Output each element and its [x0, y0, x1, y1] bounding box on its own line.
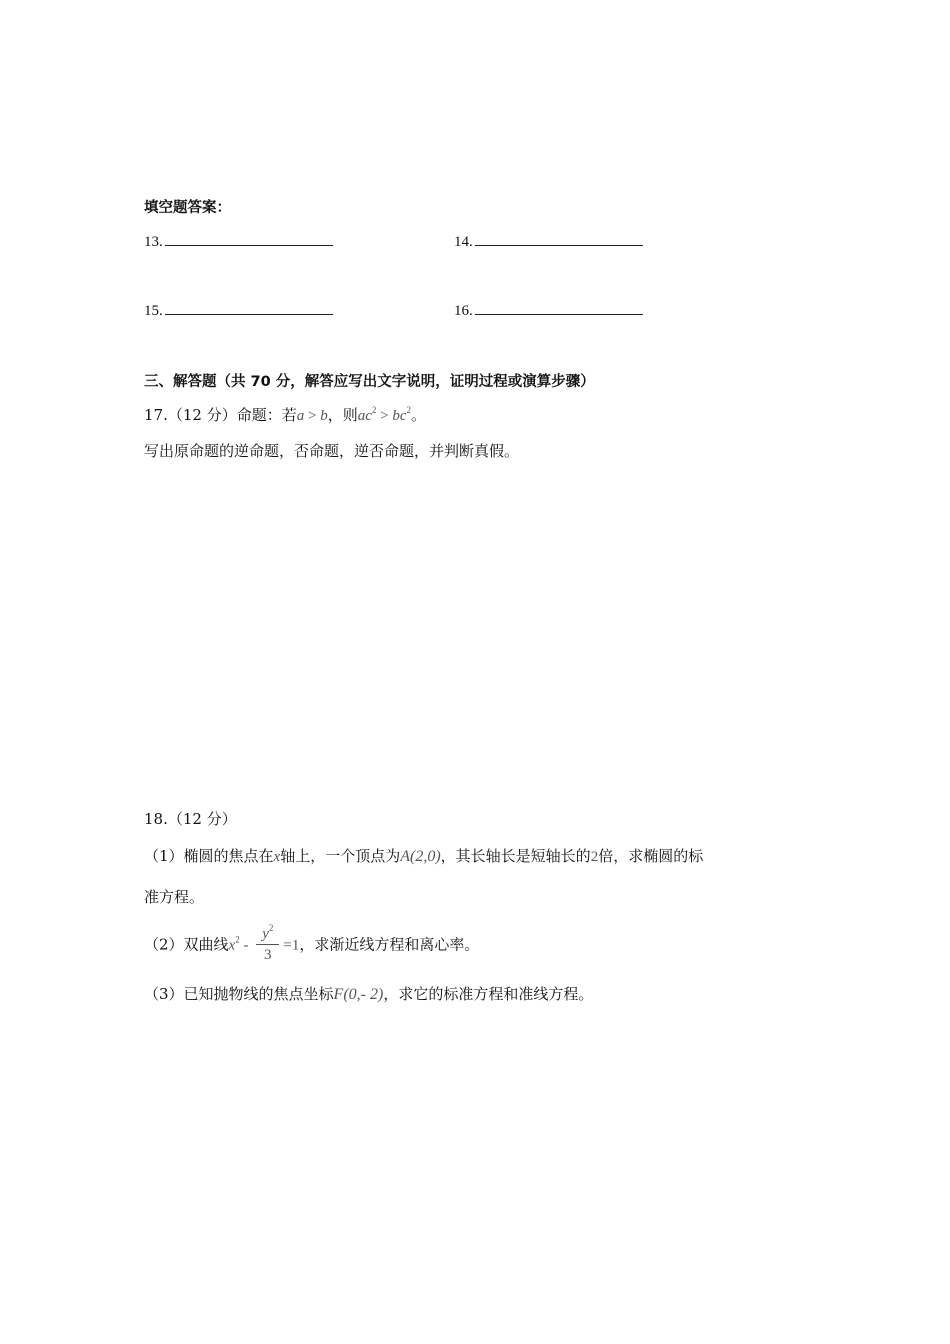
question-18-part1 [144, 845, 703, 866]
answer-blank-15[interactable] [144, 300, 333, 320]
math-sq: 2 [371, 405, 377, 415]
p3-text: ，求它的标准方程和准线方程。 [383, 985, 594, 1003]
answer-blank-16[interactable] [454, 300, 643, 320]
math-sq: 2 [406, 405, 412, 415]
math-y: y [262, 926, 269, 942]
section-heading: 三、解答题（共 70 分，解答应写出文字说明，证明过程或演算步骤） [144, 374, 595, 390]
fill-answers-title: 填空题答案： [144, 200, 231, 216]
p2-text: （2）双曲线 [144, 935, 229, 954]
math-eq: =1 [283, 937, 300, 954]
math-gt: > [376, 408, 393, 424]
fraction-numerator [256, 923, 279, 945]
math-gt: > [304, 408, 321, 424]
p2-text: ，求渐近线方程和离心率。 [299, 935, 480, 954]
blank-line [475, 300, 643, 315]
question-18-part2 [144, 925, 479, 966]
math-point-a: A(2,0) [400, 848, 441, 865]
math-sq: 2 [268, 923, 274, 933]
math-b: b [320, 408, 328, 424]
q17-end: 。 [411, 406, 427, 424]
q17-then: ，则 [327, 406, 358, 424]
fraction-denominator: 3 [264, 947, 272, 963]
answer-blank-14[interactable] [454, 231, 643, 251]
math-a: a [296, 408, 305, 424]
question-18-header: 18.（12 分） [144, 810, 237, 828]
math-point-f: F(0,- 2) [333, 986, 384, 1003]
blank-line [475, 231, 643, 246]
p1-text: 倍，求椭圆的标 [598, 847, 704, 865]
blank-number: 16. [454, 303, 473, 319]
blank-number: 13. [144, 234, 163, 250]
answer-blank-13[interactable] [144, 231, 333, 251]
p3-text: （3）已知抛物线的焦点坐标 [144, 985, 334, 1003]
math-x: x [273, 849, 281, 865]
blank-line [165, 300, 333, 315]
question-18-part3 [144, 983, 593, 1004]
math-minus: - [239, 937, 253, 954]
blank-number: 15. [144, 303, 163, 319]
math-two: 2 [590, 849, 599, 865]
p1-text: ，其长轴长是短轴长的 [440, 847, 591, 865]
blank-line [165, 231, 333, 246]
math-ac: ac [357, 408, 372, 424]
blank-number: 14. [454, 234, 473, 250]
math-sq: 2 [235, 934, 240, 945]
fraction [256, 923, 279, 964]
question-17-task: 写出原命题的逆命题，否命题，逆否命题，并判断真假。 [144, 442, 520, 460]
p1-text: 轴上，一个顶点为 [280, 847, 401, 865]
question-17-statement [144, 404, 426, 425]
p1-text: （1）椭圆的焦点在 [144, 847, 274, 865]
question-18-part1-cont: 准方程。 [144, 888, 205, 906]
math-bc: bc [392, 408, 407, 424]
math-x: x [228, 937, 236, 954]
q17-prefix: 17.（12 分）命题：若 [144, 406, 297, 424]
